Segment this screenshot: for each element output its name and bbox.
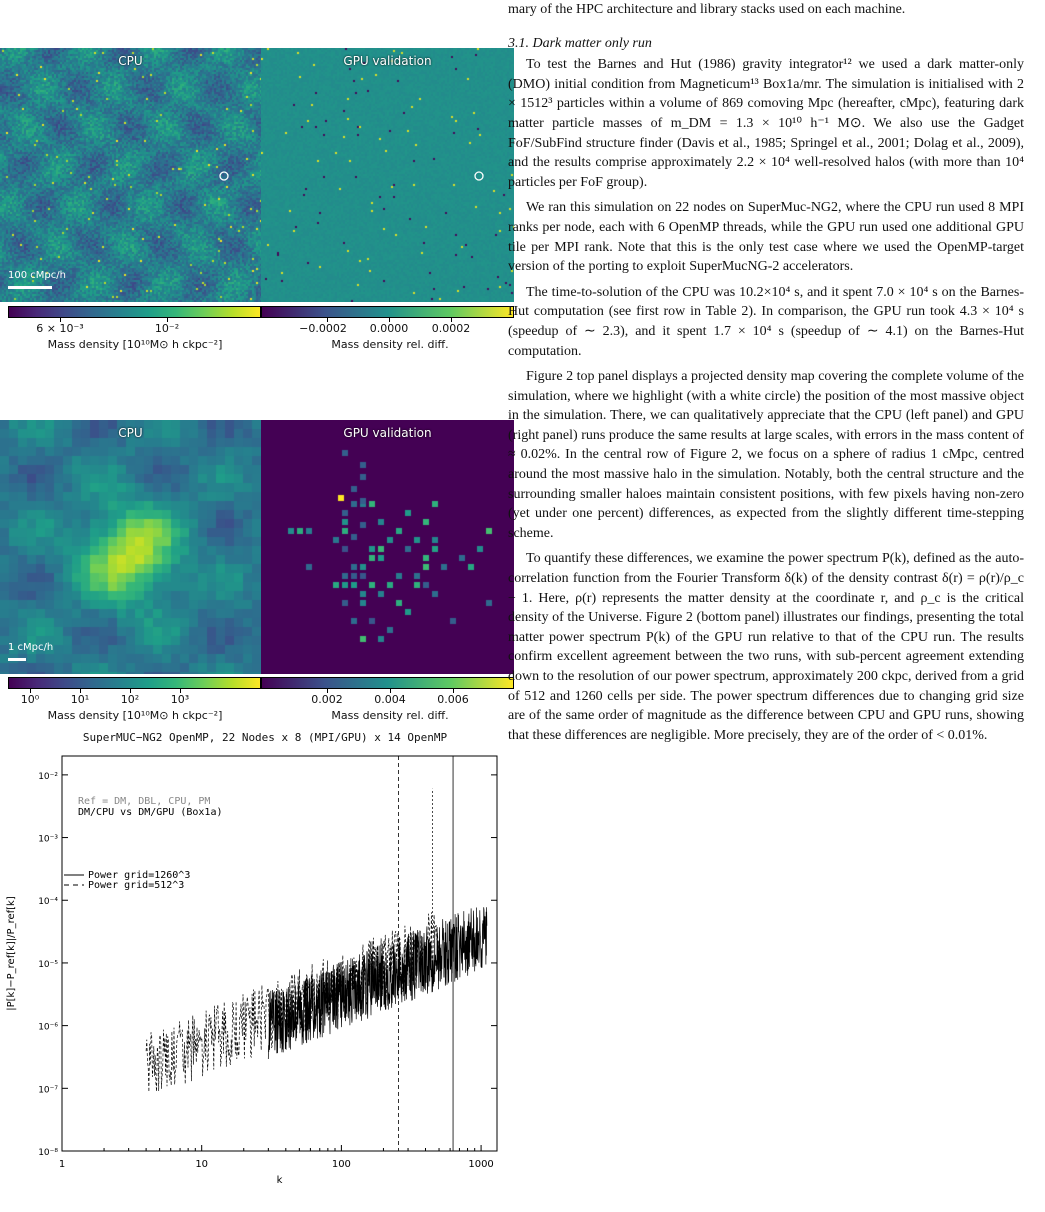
- colorbar-reldiff-zoom: [261, 677, 514, 689]
- series-grid-1260: [268, 907, 487, 1059]
- colorbar-tick: 0.004: [374, 693, 406, 706]
- colorbar-tick: 0.002: [311, 693, 343, 706]
- power-spectrum-chart: [0, 744, 530, 1184]
- scalebar-large-bar: [8, 286, 52, 289]
- gpu-validation-map-zoom-canvas: [261, 420, 514, 674]
- panel-label-gpu-large: GPU validation: [343, 54, 432, 68]
- panel-label-gpu-zoom: GPU validation: [343, 426, 432, 440]
- colorbar-tick: 6 × 10⁻³: [36, 322, 84, 335]
- colorbar-label-reldiff-large: Mass density rel. diff.: [331, 338, 449, 351]
- paragraph-2: We ran this simulation on 22 nodes on SuperMuc-NG2, where the CPU run used 8 MPI ranks per node, each with 6 OpenMP threads, while the GPU run used one additional GPU tile per MPI rank. Note that this is the only test case where we used the OpenMP-target version of the porting to exploit SuperMucNG-2 accelerators.: [508, 200, 1024, 275]
- cpu-density-map-zoom-canvas: [0, 420, 261, 674]
- colorbar-label-reldiff-zoom: Mass density rel. diff.: [331, 709, 449, 722]
- colorbar-tick: 0.006: [437, 693, 469, 706]
- section-heading-3-1: 3.1. Dark matter only run: [508, 35, 652, 51]
- y-tick-label: 10⁻²: [38, 771, 58, 782]
- scalebar-zoom: [8, 642, 53, 653]
- y-tick-label: 10⁻⁸: [38, 1148, 58, 1158]
- paragraph-4: Figure 2 top panel displays a projected density map covering the complete volume of the simulation, where we highlight (with a white circle) the position of the most massive object in the simulation. There, we can qualitatively appreciate that the CPU (left panel) and GPU (right panel) runs produce the same results at large scales, with errors in the mass content of ≈ 0.02%. In the central row of Figure 2, we focus on a sphere of radius 1 cMpc, centred around the most massive halo in the simulation. Notably, both the central structure and the surrounding smaller haloes maintain consistent positions, with few pixels having non-zero (yet under one percent) differences, as expected from the slightly different time-stepping scheme.: [508, 369, 1024, 541]
- x-axis-label: k: [276, 1175, 283, 1184]
- gpu-validation-map-zoom: [261, 420, 514, 674]
- scalebar-large-label: 100 cMpc/h: [8, 270, 66, 281]
- colorbar-density-zoom: [8, 677, 261, 689]
- colorbar-reldiff-large: [261, 306, 514, 318]
- paragraph-5: To quantify these differences, we examine the power spectrum P(k), defined as the auto-correlation function from the Fourier Transform δ(k) of the density contrast δ(r) = ρ(r)/ρ_c − 1. Here, ρ(r) represents the matter density at the coordinate r, and ρ_c is the critical density of the Universe. Figure 2 (bottom panel) illustrates our findings, presenting the total matter power spectrum P(k) of the GPU run relative to that of the CPU run. The results confirm excellent agreement between the two runs, with sub-percent agreement extending down to the resolution of our power spectrum, approximately 200 ckpc, derived from a grid of 512 and 1260 cells per side. The power spectrum differences due to changing grid size are of the same order of magnitude as the difference between CPU and GPU runs, showing that these differences are negligible. More precisely, they are of the order of < 0.01%.: [508, 551, 1024, 743]
- colorbar-tick: 0.0002: [431, 322, 471, 335]
- annotation-reference: Ref = DM, DBL, CPU, PM: [78, 796, 211, 807]
- colorbar-tick: −0.0002: [299, 322, 347, 335]
- legend-entry: Power grid=512^3: [88, 880, 185, 891]
- x-tick-label: 100: [331, 1159, 351, 1170]
- x-tick-label: 1: [58, 1159, 66, 1170]
- colorbar-label-density-large: Mass density [10¹⁰M⊙ h ckpc⁻²]: [47, 338, 223, 351]
- colorbar-tick: 10⁻²: [154, 322, 180, 335]
- paragraph-intro-fragment: mary of the HPC architecture and library stacks used on each machine.: [508, 2, 906, 17]
- cpu-density-map-zoom: [0, 420, 261, 674]
- y-tick-label: 10⁻⁵: [38, 959, 58, 970]
- body-text: [508, 0, 1024, 745]
- panel-label-cpu-zoom: CPU: [118, 426, 143, 440]
- colorbar-tick: 10¹: [70, 693, 90, 706]
- y-axis-label: |P[k]−P_ref[k]|/P_ref[k]: [6, 896, 17, 1011]
- most-massive-halo-circle-gpu: [261, 48, 514, 302]
- scalebar-zoom-bar: [8, 658, 26, 661]
- colorbar-label-density-zoom: Mass density [10¹⁰M⊙ h ckpc⁻²]: [47, 709, 223, 722]
- colorbar-tick: 10³: [170, 693, 190, 706]
- paragraph-1: To test the Barnes and Hut (1986) gravity integrator¹² we used a dark matter-only (DMO) initial condition from Magneticum¹³ Box1a/mr. The simulation is initialised with 2 × 1512³ particles within a volume of 869 comoving Mpc (hereafter, cMpc), featuring dark matter particle masses of m_DM = 1.3 × 10¹⁰ h⁻¹ M⊙. We also use the Gadget FoF/SubFind structure finder (Davis et al., 1985; Springel et al., 2001; Dolag et al., 2009), and the results comprise approximately 2.2 × 10⁴ well-resolved halos (with more than 10⁴ particles per FoF group).: [508, 57, 1024, 190]
- scalebar-large: [8, 270, 66, 281]
- most-massive-halo-circle-cpu: [0, 48, 261, 302]
- gpu-validation-map-large: [261, 48, 514, 302]
- x-tick-label: 1000: [468, 1159, 494, 1170]
- y-tick-label: 10⁻⁴: [38, 897, 58, 908]
- annotation-comparison: DM/CPU vs DM/GPU (Box1a): [78, 807, 223, 818]
- y-tick-label: 10⁻⁶: [38, 1022, 58, 1033]
- colorbar-tick: 10²: [120, 693, 140, 706]
- paragraph-3: The time-to-solution of the CPU was 10.2×10⁴ s, and it spent 7.0 × 10⁴ s on the Barnes-Hut computation (see first row in Table 2). In comparison, the GPU run took 4.3 × 10⁴ s (speedup of ∼ 2.3), and it spent 1.7 × 10⁴ s (speedup of ∼ 4.1) on the Barnes-Hut computation.: [508, 284, 1024, 359]
- scalebar-zoom-label: 1 cMpc/h: [8, 642, 54, 653]
- y-tick-label: 10⁻⁷: [38, 1085, 58, 1096]
- colorbar-tick: 10⁰: [20, 693, 40, 706]
- power-spectrum-title: SuperMUC−NG2 OpenMP, 22 Nodes x 8 (MPI/GPU) x 14 OpenMP: [82, 731, 448, 744]
- cpu-density-map-large: [0, 48, 261, 302]
- y-tick-label: 10⁻³: [38, 834, 58, 845]
- colorbar-density-large: [8, 306, 261, 318]
- x-tick-label: 10: [195, 1159, 209, 1170]
- legend-entry: Power grid=1260^3: [88, 870, 191, 881]
- panel-label-cpu-large: CPU: [118, 54, 143, 68]
- colorbar-tick: 0.0000: [369, 322, 409, 335]
